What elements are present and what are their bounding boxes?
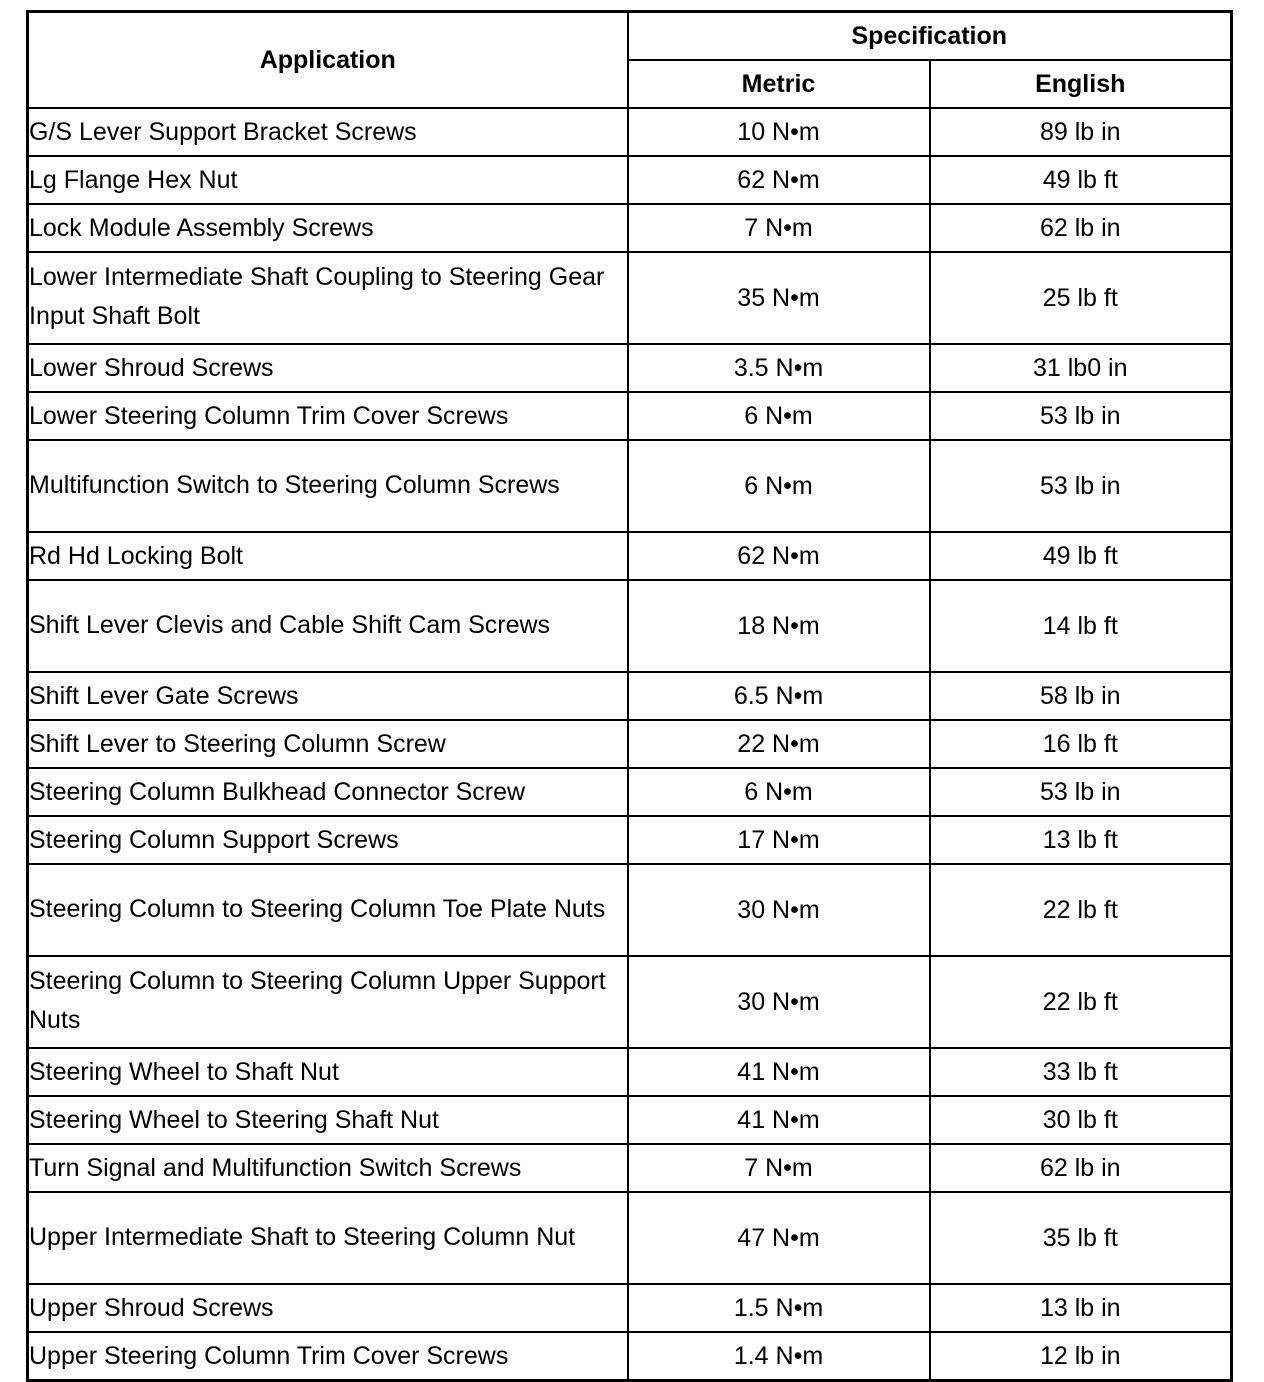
table-row [28,864,1232,956]
table-row [28,956,1232,1048]
metric-torque-cell: 3.5 N•m [628,344,930,392]
table-row [28,768,1232,816]
english-torque-cell: 62 lb in [930,204,1232,252]
metric-torque-cell: 6 N•m [628,440,930,532]
application-cell: Shift Lever Gate Screws [28,672,628,720]
application-cell: Steering Wheel to Steering Shaft Nut [28,1096,628,1144]
english-torque-cell: 25 lb ft [930,252,1232,344]
application-cell: G/S Lever Support Bracket Screws [28,108,628,156]
english-torque-cell: 49 lb ft [930,156,1232,204]
table-row [28,1144,1232,1192]
application-cell: Shift Lever Clevis and Cable Shift Cam Screws [28,580,628,672]
application-cell: Upper Intermediate Shaft to Steering Column Nut [28,1192,628,1284]
table-row [28,1332,1232,1381]
english-torque-cell: 14 lb ft [930,580,1232,672]
table-row [28,1048,1232,1096]
metric-torque-cell: 18 N•m [628,580,930,672]
metric-torque-cell: 6.5 N•m [628,672,930,720]
english-torque-cell: 33 lb ft [930,1048,1232,1096]
english-torque-cell: 16 lb ft [930,720,1232,768]
table-row [28,580,1232,672]
table-row [28,1096,1232,1144]
table-row [28,672,1232,720]
table-row [28,204,1232,252]
table-row [28,344,1232,392]
application-cell: Steering Wheel to Shaft Nut [28,1048,628,1096]
torque-specification-table [26,10,1233,1382]
metric-torque-cell: 6 N•m [628,392,930,440]
header-specification: Specification [628,12,1232,61]
application-cell: Rd Hd Locking Bolt [28,532,628,580]
english-torque-cell: 49 lb ft [930,532,1232,580]
application-cell: Steering Column Bulkhead Connector Screw [28,768,628,816]
application-cell: Lower Steering Column Trim Cover Screws [28,392,628,440]
table-row [28,816,1232,864]
table-row [28,1284,1232,1332]
metric-torque-cell: 30 N•m [628,956,930,1048]
table-row [28,252,1232,344]
table-row [28,392,1232,440]
english-torque-cell: 13 lb in [930,1284,1232,1332]
english-torque-cell: 53 lb in [930,440,1232,532]
application-cell: Turn Signal and Multifunction Switch Screws [28,1144,628,1192]
metric-torque-cell: 41 N•m [628,1096,930,1144]
application-cell: Multifunction Switch to Steering Column Screws [28,440,628,532]
application-cell: Lower Shroud Screws [28,344,628,392]
metric-torque-cell: 6 N•m [628,768,930,816]
application-cell: Upper Steering Column Trim Cover Screws [28,1332,628,1381]
english-torque-cell: 58 lb in [930,672,1232,720]
metric-torque-cell: 7 N•m [628,1144,930,1192]
table-body [28,108,1232,1381]
english-torque-cell: 22 lb ft [930,956,1232,1048]
header-english: English [930,60,1232,108]
english-torque-cell: 62 lb in [930,1144,1232,1192]
metric-torque-cell: 35 N•m [628,252,930,344]
metric-torque-cell: 41 N•m [628,1048,930,1096]
fastener-torque-spec-sheet [26,10,1230,1382]
table-header [28,12,1232,109]
application-cell: Lock Module Assembly Screws [28,204,628,252]
application-cell: Steering Column to Steering Column Upper Support Nuts [28,956,628,1048]
metric-torque-cell: 30 N•m [628,864,930,956]
english-torque-cell: 53 lb in [930,768,1232,816]
table-row [28,108,1232,156]
table-row [28,532,1232,580]
header-application: Application [28,12,628,109]
table-row [28,1192,1232,1284]
metric-torque-cell: 1.5 N•m [628,1284,930,1332]
english-torque-cell: 53 lb in [930,392,1232,440]
metric-torque-cell: 22 N•m [628,720,930,768]
application-cell: Shift Lever to Steering Column Screw [28,720,628,768]
header-metric: Metric [628,60,930,108]
english-torque-cell: 22 lb ft [930,864,1232,956]
application-cell: Lower Intermediate Shaft Coupling to Steering Gear Input Shaft Bolt [28,252,628,344]
metric-torque-cell: 62 N•m [628,156,930,204]
english-torque-cell: 31 lb0 in [930,344,1232,392]
english-torque-cell: 12 lb in [930,1332,1232,1381]
table-row [28,720,1232,768]
english-torque-cell: 13 lb ft [930,816,1232,864]
metric-torque-cell: 1.4 N•m [628,1332,930,1381]
metric-torque-cell: 62 N•m [628,532,930,580]
metric-torque-cell: 17 N•m [628,816,930,864]
english-torque-cell: 30 lb ft [930,1096,1232,1144]
english-torque-cell: 35 lb ft [930,1192,1232,1284]
application-cell: Lg Flange Hex Nut [28,156,628,204]
metric-torque-cell: 47 N•m [628,1192,930,1284]
metric-torque-cell: 7 N•m [628,204,930,252]
application-cell: Upper Shroud Screws [28,1284,628,1332]
english-torque-cell: 89 lb in [930,108,1232,156]
table-row [28,156,1232,204]
metric-torque-cell: 10 N•m [628,108,930,156]
application-cell: Steering Column Support Screws [28,816,628,864]
application-cell: Steering Column to Steering Column Toe Plate Nuts [28,864,628,956]
table-row [28,440,1232,532]
